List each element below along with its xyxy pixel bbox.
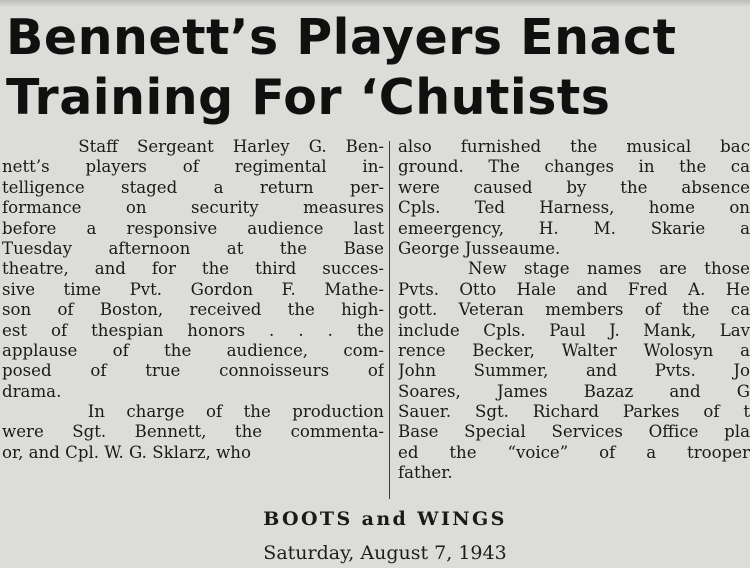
article-column-right [398, 137, 750, 484]
article-line: include Cpls. Paul J. Mank, Lav [398, 320, 750, 340]
article-line: were caused by the absence [398, 177, 750, 197]
top-rule [0, 0, 750, 6]
article-line: before a responsive audience last [2, 218, 384, 238]
article-line: nett’s players of regimental in- [2, 157, 384, 177]
article-line: Soares, James Bazaz and G [398, 381, 750, 401]
article-column-left [2, 137, 384, 463]
article-line: were Sgt. Bennett, the commenta- [2, 422, 384, 442]
article-line: John Summer, and Pvts. Jo [398, 361, 750, 381]
article-line: est of thespian honors . . . the [2, 320, 384, 340]
article-line: Tuesday afternoon at the Base [2, 238, 384, 258]
article-line: or, and Cpl. W. G. Sklarz, who [2, 442, 251, 462]
headline-line-2: Training For ‘Chutists [6, 69, 611, 126]
article-line: In charge of the production [2, 402, 384, 422]
article-line: rence Becker, Walter Wolosyn a [398, 340, 750, 360]
article-line: Staff Sergeant Harley G. Ben- [2, 137, 384, 156]
article-line: Pvts. Otto Hale and Fred A. He [398, 279, 750, 299]
article-line: gott. Veteran members of the ca [398, 300, 750, 320]
article-line: also furnished the musical bac [398, 137, 750, 156]
article-line: New stage names are those [398, 259, 750, 279]
article-line: Sauer. Sgt. Richard Parkes of t [398, 402, 750, 422]
article-line: drama. [2, 381, 62, 401]
article-line: ed the “voice” of a trooper [398, 442, 750, 462]
headline [6, 8, 746, 128]
article-line: telligence staged a return per- [2, 177, 384, 197]
article-line: posed of true connoisseurs of [2, 361, 384, 381]
publication-name: BOOTS and WINGS [263, 508, 507, 530]
column-divider [389, 141, 390, 499]
article-line: theatre, and for the third succes- [2, 259, 384, 279]
article-line: Cpls. Ted Harness, home on [398, 198, 750, 218]
article-line: George Jusseaume. [398, 238, 561, 258]
article-line: ground. The changes in the ca [398, 157, 750, 177]
article-line: sive time Pvt. Gordon F. Mathe- [2, 279, 384, 299]
article-line: Base Special Services Office pla [398, 422, 750, 442]
publication-date: Saturday, August 7, 1943 [263, 542, 507, 564]
article-line: formance on security measures [2, 198, 384, 218]
article-line: emeergency, H. M. Skarie a [398, 218, 750, 238]
headline-line-1: Bennett’s Players Enact [6, 9, 677, 66]
article-line: applause of the audience, com- [2, 340, 384, 360]
article-line: son of Boston, received the high- [2, 300, 384, 320]
article-line: father. [398, 463, 453, 483]
